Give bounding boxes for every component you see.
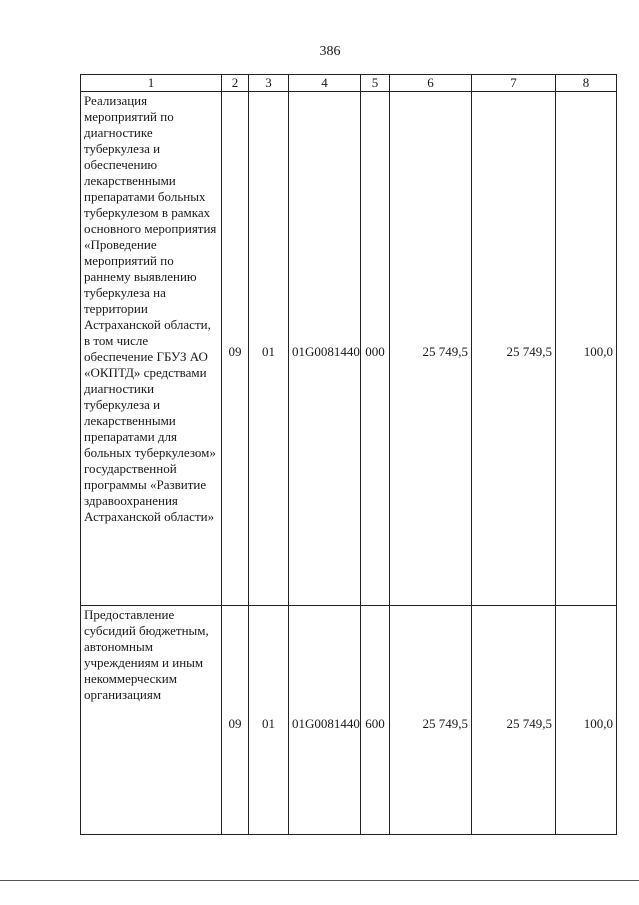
column-header: 3: [249, 75, 289, 92]
cell-percent: 100,0: [556, 92, 617, 606]
table-row: [81, 606, 617, 835]
cell-section: 09: [222, 606, 249, 835]
row-description: Реализация мероприятий по диагностике туберкулеза и обеспечению лекарственными препаратами больных туберкулезом в рамках основного мероприятия «Проведение мероприятий по раннему выявлению туберкулеза на территории Астраханской области, в том числе обеспечение ГБУЗ АО «ОКПТД» средствами диагностики туберкулеза и лекарственными препаратами для больных туберкулезом» государственной программы «Развитие здравоохранения Астраханской области»: [81, 92, 222, 606]
table-header-row: [81, 75, 617, 92]
column-header: 4: [289, 75, 361, 92]
cell-plan-amount: 25 749,5: [390, 92, 472, 606]
cell-subsection: 01: [249, 606, 289, 835]
cell-section: 09: [222, 92, 249, 606]
cell-target-article: 01G0081440: [289, 92, 361, 606]
column-header: 6: [390, 75, 472, 92]
cell-plan-amount: 25 749,5: [390, 606, 472, 835]
table-row: [81, 92, 617, 606]
cell-percent: 100,0: [556, 606, 617, 835]
cell-expense-type: 600: [361, 606, 390, 835]
cell-target-article: 01G0081440: [289, 606, 361, 835]
cell-actual-amount: 25 749,5: [472, 92, 556, 606]
column-header: 2: [222, 75, 249, 92]
page-divider: [0, 880, 639, 881]
page-number: 386: [319, 44, 341, 59]
cell-actual-amount: 25 749,5: [472, 606, 556, 835]
cell-expense-type: 000: [361, 92, 390, 606]
column-header: 8: [556, 75, 617, 92]
column-header: 7: [472, 75, 556, 92]
column-header: 5: [361, 75, 390, 92]
row-description: Предоставление субсидий бюджетным, автономным учреждениям и иным некоммерческим организациям: [81, 606, 222, 835]
budget-table: [80, 74, 617, 835]
cell-subsection: 01: [249, 92, 289, 606]
column-header: 1: [81, 75, 222, 92]
